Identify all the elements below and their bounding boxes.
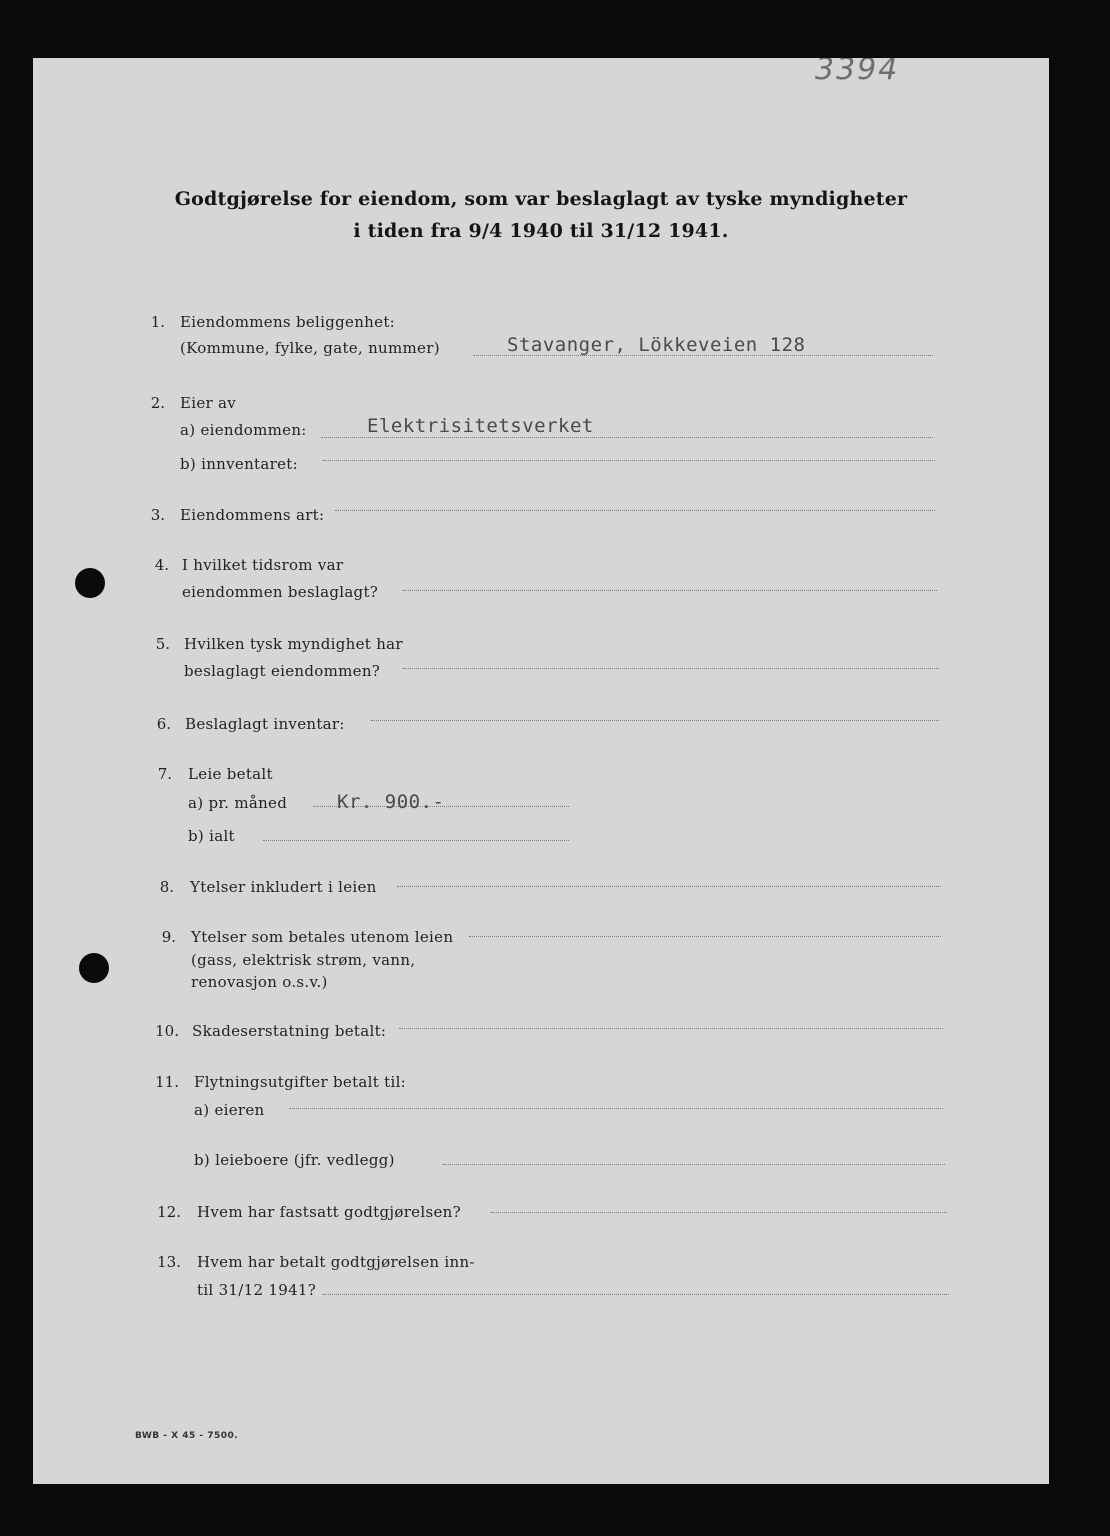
punch-hole — [79, 953, 109, 983]
item-label: Eiendommens art: — [180, 506, 325, 524]
fill-line — [399, 1028, 943, 1029]
item-label: Flytningsutgifter betalt til: — [194, 1073, 407, 1091]
print-code: BWB - X 45 - 7500. — [135, 1431, 239, 1441]
fill-line — [263, 840, 569, 841]
fill-line — [323, 1294, 949, 1295]
item-sublabel: b) leieboere (jfr. vedlegg) — [194, 1151, 395, 1169]
item-label: I hvilket tidsrom var — [182, 556, 344, 574]
item-sublabel: b) ialt — [188, 827, 235, 845]
item-number: 9. — [161, 928, 176, 946]
fill-line — [321, 437, 933, 438]
item-label: Hvem har betalt godtgjørelsen inn- — [197, 1253, 475, 1271]
item-label: til 31/12 1941? — [197, 1281, 317, 1299]
item-number: 13. — [157, 1253, 181, 1271]
monthly-rent-value: Kr. 900.- — [337, 791, 445, 813]
item-number: 2. — [150, 394, 165, 412]
item-label: renovasjon o.s.v.) — [191, 973, 328, 991]
punch-hole — [75, 568, 105, 598]
item-label: Eiendommens beliggenhet: — [180, 313, 396, 331]
item-number: 1. — [150, 313, 165, 331]
item-label: Hvem har fastsatt godtgjørelsen? — [197, 1203, 461, 1221]
fill-line — [469, 936, 941, 937]
item-label: (gass, elektrisk strøm, vann, — [191, 951, 416, 969]
item-number: 11. — [155, 1073, 179, 1091]
fill-line — [491, 1212, 947, 1213]
form-title-line2: i tiden fra 9/4 1940 til 31/12 1941. — [353, 220, 729, 242]
item-sublabel: a) pr. måned — [188, 794, 288, 812]
fill-line — [443, 1164, 945, 1165]
item-label: Eier av — [180, 394, 237, 412]
fill-line — [289, 1108, 943, 1109]
fill-line — [403, 668, 939, 669]
item-label: Ytelser inkludert i leien — [190, 878, 377, 896]
form-title-line1: Godtgjørelse for eiendom, som var beslaglagt av tyske myndigheter — [174, 188, 908, 210]
item-number: 3. — [150, 506, 165, 524]
item-label: Hvilken tysk myndighet har — [184, 635, 403, 653]
item-sublabel: a) eieren — [194, 1101, 265, 1119]
item-label: eiendommen beslaglagt? — [182, 583, 379, 601]
item-label: Beslaglagt inventar: — [185, 715, 345, 733]
item-number: 7. — [157, 765, 172, 783]
item-number: 4. — [154, 556, 169, 574]
item-number: 5. — [155, 635, 170, 653]
location-value: Stavanger, Lökkeveien 128 — [507, 334, 806, 356]
fill-line — [371, 720, 939, 721]
fill-line — [403, 590, 937, 591]
item-number: 6. — [156, 715, 171, 733]
item-label: beslaglagt eiendommen? — [184, 662, 381, 680]
item-label: Leie betalt — [188, 765, 273, 783]
item-label: (Kommune, fylke, gate, nummer) — [180, 339, 440, 357]
archive-number: 3394 — [815, 58, 900, 87]
item-number: 8. — [159, 878, 174, 896]
form-page — [33, 58, 1049, 1484]
item-label: Ytelser som betales utenom leien — [191, 928, 454, 946]
item-label: Skadeserstatning betalt: — [192, 1022, 387, 1040]
owner-value: Elektrisitetsverket — [367, 415, 594, 437]
fill-line — [323, 460, 935, 461]
fill-line — [397, 886, 941, 887]
item-number: 12. — [157, 1203, 181, 1221]
item-sublabel: a) eiendommen: — [180, 421, 307, 439]
item-number: 10. — [155, 1022, 179, 1040]
fill-line — [335, 510, 935, 511]
item-sublabel: b) innventaret: — [180, 455, 298, 473]
